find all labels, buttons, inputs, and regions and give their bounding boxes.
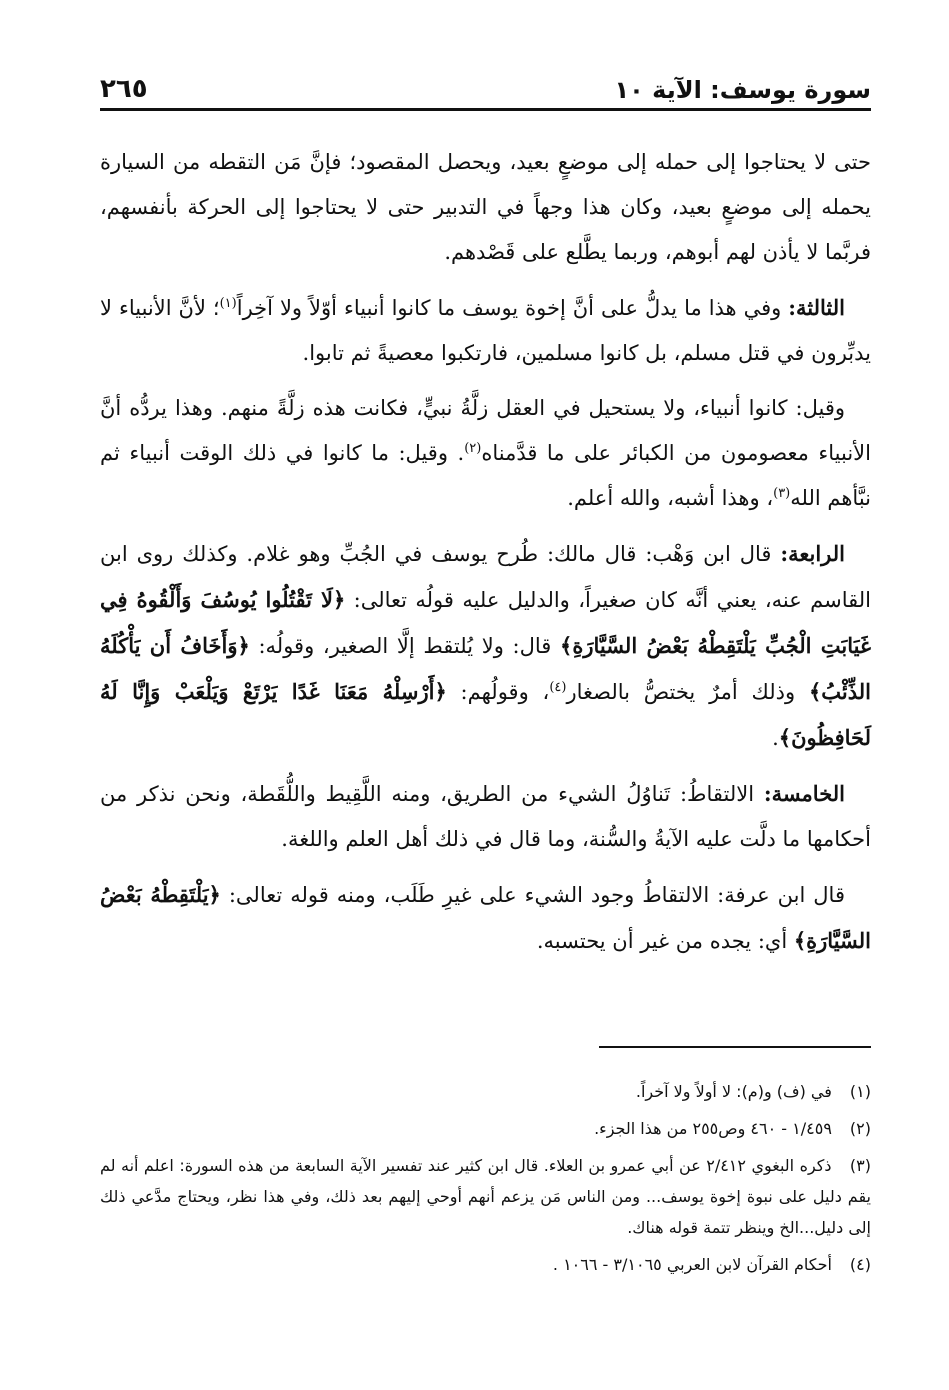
paragraph-3-text-b: . وقيل: ما كانوا في ذلك الوقت أنبياء ثم نبَّأهم الله (100, 441, 871, 510)
footnote-4 (100, 1249, 871, 1280)
page-header (100, 64, 871, 111)
footnote-ref-3: (٣) (773, 486, 791, 501)
footnote-text: ١/٤٥٩ - ٤٦٠ وص٢٥٥ من هذا الجزء. (594, 1119, 832, 1138)
quran-quote-2: ﴿وَأَخَافُ أَن يَأْكُلَهُ الذِّئْبُ﴾ (100, 633, 871, 704)
chapter-heading: سورة يوسف: الآية ١٠ (614, 76, 871, 104)
paragraph-2-text-b: ؛ لأنَّ الأنبياء لا يدبِّرون في قتل مسلم، بل كانوا مسلمين، فارتكبوا معصيةً ثم تابوا. (100, 296, 871, 365)
paragraph-1-text: حتى لا يحتاجوا إلى حمله إلى موضعٍ بعيد، ويحصل المقصود؛ فإنَّ مَن التقطه من السيارة يحمله إلى موضعٍ بعيد، وكان هذا وجهاً في التدبير حتى لا يحتاجوا إلى الحركة بأنفسهم، فربَّما لا يأذن لهم أبوهم، وربما يطَّلع على قَصْدهم. (100, 150, 871, 264)
section-lead-fourth: الرابعة: (780, 541, 845, 566)
paragraph-6 (100, 872, 871, 964)
paragraph-2 (100, 285, 871, 376)
footnote-text: ذكره البغوي ٢/٤١٢ عن أبي عمرو بن العلاء. قال ابن كثير عند تفسير الآية السابعة من هذه السورة: اعلم أنه لم يقم دليل على نبوة إخوة يوسف... ومن الناس مَن يزعم أنهم أوحي إليهم بعد ذلك، وفي هذا نظر، ويحتاج مدَّعي ذلك إلى دليل...الخ وينظر تتمة قوله هناك. (100, 1156, 871, 1237)
footnote-ref-2: (٢) (464, 441, 482, 456)
page-number: ٢٦٥ (100, 74, 148, 104)
paragraph-3-text-a: وقيل: كانوا أنبياء، ولا يستحيل في العقل زلَّةُ نبيٍّ، فكانت هذه زلَّةً منهم. وهذا يردُّه أنَّ الأنبياء معصومون من الكبائر على ما قدَّمناه (100, 396, 871, 465)
footnotes (100, 1076, 871, 1286)
footnote-number: (١) (849, 1082, 871, 1101)
section-lead-fifth: الخامسة: (763, 781, 845, 806)
footnote-ref-1: (١) (219, 296, 237, 311)
footnote-2 (100, 1113, 871, 1144)
paragraph-4 (100, 531, 871, 761)
footnote-text: في (ف) و(م): لا أولاً ولا آخراً. (635, 1082, 832, 1101)
paragraph-5 (100, 771, 871, 862)
section-lead-third: الثالثة: (788, 295, 845, 320)
footnote-number: (٣) (849, 1156, 871, 1175)
paragraph-6-text-a: قال ابن عرفة: الالتقاطُ وجود الشيء على غيرِ طَلَب، ومنه قوله تعالى: (220, 883, 845, 907)
quran-quote-1: ﴿لَا تَقْتُلُوا يُوسُفَ وَأَلْقُوهُ فِي غَيَابَتِ الْجُبِّ يَلْتَقِطْهُ بَعْضُ السَّيَّارَةِ﴾ (100, 587, 871, 658)
footnote-number: (٤) (849, 1255, 871, 1274)
paragraph-3 (100, 386, 871, 521)
quran-quote-3: ﴿أَرْسِلْهُ مَعَنَا غَدًا يَرْتَعْ وَيَلْعَبْ وَإِنَّا لَهُ لَحَافِظُونَ﴾ (100, 679, 871, 750)
paragraph-4-text-c: وذلك أمرٌ يختصُّ بالصغار (566, 680, 809, 704)
paragraph-3-text-c: ، وهذا أشبه، والله أعلم. (567, 486, 774, 510)
paragraph-1 (100, 140, 871, 275)
paragraph-4-text-e: . (772, 726, 779, 750)
footnote-1 (100, 1076, 871, 1107)
footnote-text: أحكام القرآن لابن العربي ٣/١٠٦٥ - ١٠٦٦ . (552, 1255, 832, 1274)
paragraph-2-text-a: وفي هذا ما يدلُّ على أنَّ إخوة يوسف ما كانوا أنبياء أوّلاً ولا آخِراً (236, 296, 789, 320)
paragraph-4-text-a: قال ابن وَهْب: قال مالك: طُرح يوسف في الجُبِّ وهو غلام. وكذلك روى ابن القاسم عنه، يعني أنَّه كان صغيراً، والدليل عليه قولُه تعالى: (100, 542, 871, 612)
quran-quote-4: ﴿يَلْتَقِطْهُ بَعْضُ السَّيَّارَةِ﴾ (100, 882, 871, 953)
paragraph-6-text-b: أي: يجده من غير أن يحتسبه. (536, 929, 794, 953)
footnote-divider (599, 1046, 871, 1048)
footnote-3 (100, 1150, 871, 1243)
main-text (100, 140, 871, 974)
paragraph-4-text-b: قال: ولا يُلتقط إلَّا الصغير، وقولُه: (249, 634, 561, 658)
footnote-number: (٢) (849, 1119, 871, 1138)
footnote-ref-4: (٤) (549, 680, 567, 695)
paragraph-4-text-d: ، وقولُهم: (446, 680, 550, 704)
paragraph-5-text: الالتقاطُ: تَناوُلُ الشيء من الطريق، ومنه اللَّقِيط واللُّقَطة، ونحن نذكر من أحكامها ما دلَّت عليه الآيةُ والسُّنة، وما قال في ذلك أهل العلم واللغة. (100, 782, 871, 851)
